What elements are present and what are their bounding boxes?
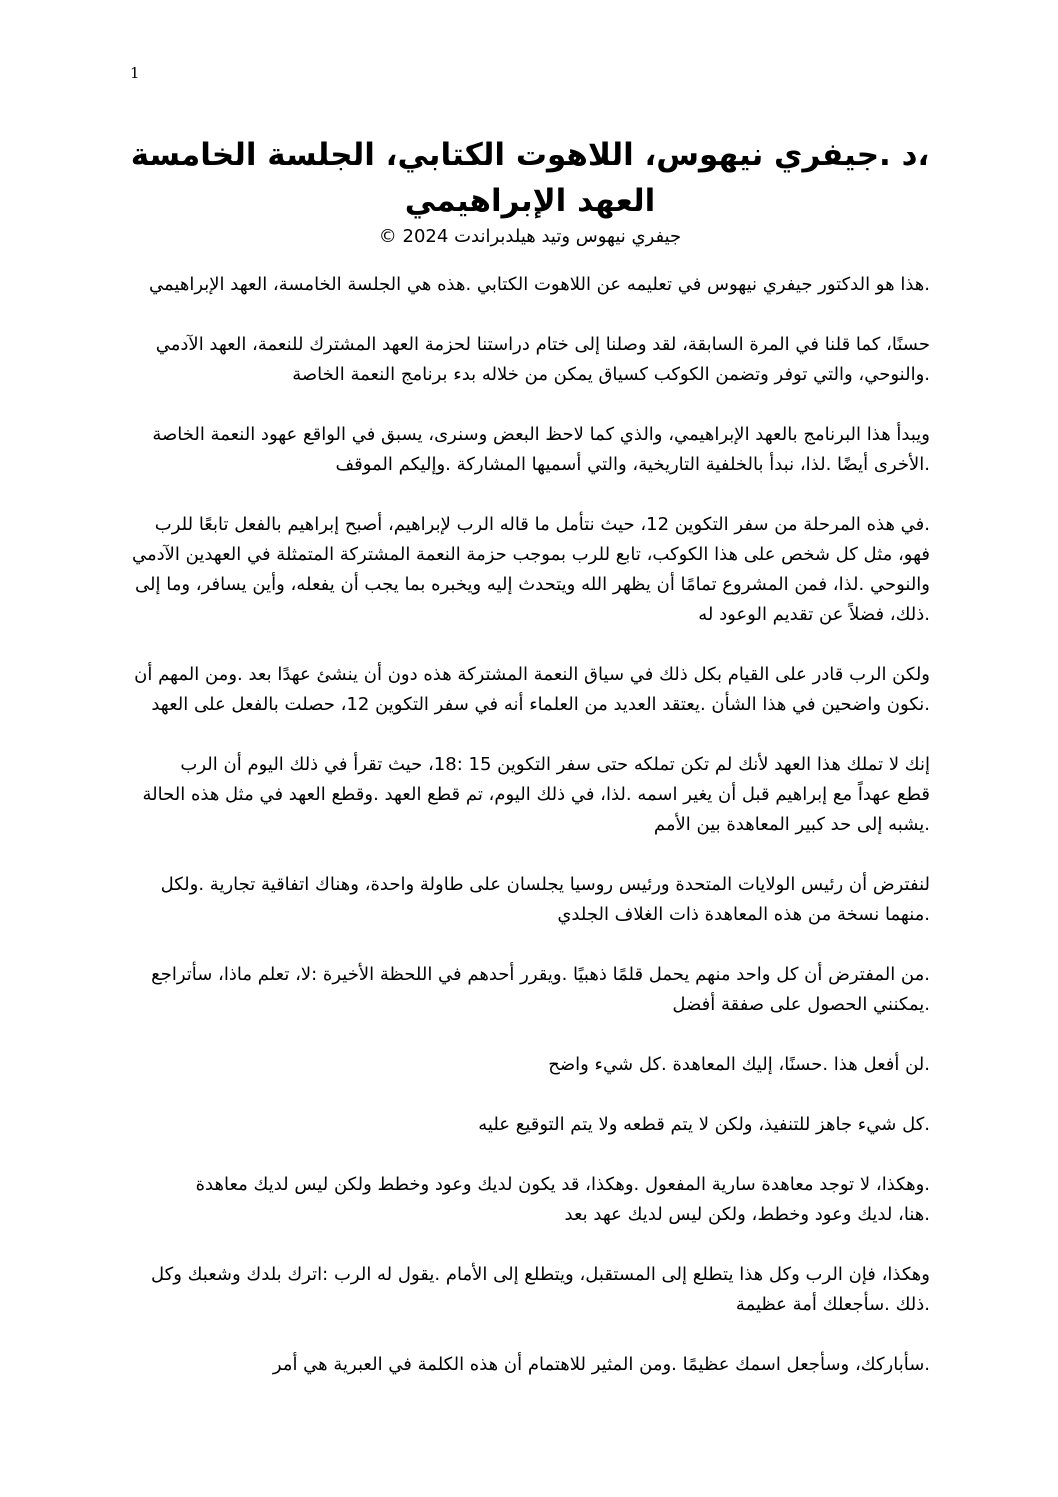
page-title: ،د .جيفري نيهوس، اللاهوت الكتابي، الجلسة الخامسة — [130, 137, 930, 173]
copyright-line: جيفري نيهوس وتيد هيلدبراندت 2024 © — [378, 226, 682, 247]
paragraph-line: .كل شيء جاهز للتنفيذ، ولكن لا يتم قطعه ولا يتم التوقيع عليه — [478, 1114, 930, 1135]
paragraph-line: .هذا هو الدكتور جيفري نيهوس في تعليمه عن اللاهوت الكتابي .هذه هي الجلسة الخامسة، العهد الإبراهيمي — [149, 274, 930, 295]
paragraph-line: .من المفترض أن كل واحد منهم يحمل قلمًا ذهبيًا .ويقرر أحدهم في اللحظة الأخيرة :لا، تعلم ماذا، سأتراجع — [151, 964, 930, 985]
paragraph-line: .يشبه إلى حد كبير المعاهدة بين الأمم — [653, 814, 930, 835]
paragraph-line: .يمكنني الحصول على صفقة أفضل — [672, 994, 930, 1015]
paragraph-line: .والنوحي، والتي توفر وتضمن الكوكب كسياق يمكن من خلاله بدء برنامج النعمة الخاصة — [292, 364, 930, 385]
paragraph — [130, 330, 930, 390]
paragraph-line: قطع عهداً مع إبراهيم قبل أن يغير اسمه .لذا، في ذلك اليوم، تم قطع العهد .وقطع العهد في مثل هذه الحالة — [142, 784, 930, 805]
paragraph-line: وهكذا، فإن الرب وكل هذا يتطلع إلى المستقبل، ويتطلع إلى الأمام .يقول له الرب :اترك بلدك وشعبك وكل — [151, 1264, 930, 1285]
paragraph — [130, 270, 930, 300]
paragraph-line: .ذلك .سأجعلك أمة عظيمة — [735, 1294, 930, 1315]
paragraph-line: .منهما نسخة من هذه المعاهدة ذات الغلاف الجلدي — [557, 904, 930, 925]
paragraph-line: لنفترض أن رئيس الولايات المتحدة ورئيس روسيا يجلسان على طاولة واحدة، وهناك اتفاقية تجارية .ولكل — [160, 874, 930, 895]
paragraph — [130, 1170, 930, 1230]
paragraph-line: والنوحي .لذا، فمن المشروع تمامًا أن يظهر الله ويتحدث إليه ويخبره بما يجب أن يفعله، وأين يسافر، وما إلى — [135, 574, 930, 595]
paragraph-line: .في هذه المرحلة من سفر التكوين 12، حيث نتأمل ما قاله الرب لإبراهيم، أصبح إبراهيم بالفعل تابعًا للرب — [154, 514, 930, 535]
paragraph — [130, 510, 930, 630]
paragraph-line: .ذلك، فضلاً عن تقديم الوعود له — [698, 604, 930, 625]
paragraph-line: فهو، مثل كل شخص على هذا الكوكب، تابع للرب بموجب حزمة النعمة المشتركة المتمثلة في العهدين الآدمي — [131, 544, 930, 565]
page-number: 1 — [130, 64, 140, 82]
paragraph — [130, 420, 930, 480]
paragraph-line: إنك لا تملك هذا العهد لأنك لم تكن تملكه حتى سفر التكوين 15 :18، حيث تقرأ في ذلك اليوم أن الرب — [180, 754, 930, 775]
paragraph — [130, 1050, 930, 1080]
paragraph-line: .لن أفعل هذا .حسنًا، إليك المعاهدة .كل شيء واضح — [548, 1054, 930, 1075]
paragraph-line: ولكن الرب قادر على القيام بكل ذلك في سياق النعمة المشتركة هذه دون أن ينشئ عهدًا بعد .ومن المهم أن — [134, 664, 930, 685]
body-text — [130, 270, 930, 1410]
paragraph-line: .نكون واضحين في هذا الشأن .يعتقد العديد من العلماء أنه في سفر التكوين 12، حصلت بالفعل على العهد — [151, 694, 930, 715]
paragraph — [130, 1110, 930, 1140]
paragraph — [130, 870, 930, 930]
paragraph-line: .سأباركك، وسأجعل اسمك عظيمًا .ومن المثير للاهتمام أن هذه الكلمة في العبرية هي أمر — [272, 1354, 930, 1375]
paragraph-line: .هنا، لديك وعود وخطط، ولكن ليس لديك عهد بعد — [564, 1204, 930, 1225]
title-block — [130, 132, 930, 250]
paragraph-line: ويبدأ هذا البرنامج بالعهد الإبراهيمي، والذي كما لاحظ البعض وسنرى، يسبق في الواقع عهود النعمة الخاصة — [152, 424, 930, 445]
paragraph — [130, 1260, 930, 1320]
paragraph — [130, 750, 930, 840]
paragraph — [130, 960, 930, 1020]
paragraph-line: .الأخرى أيضًا .لذا، نبدأ بالخلفية التاريخية، والتي أسميها المشاركة .وإليكم الموقف — [335, 454, 930, 475]
paragraph — [130, 660, 930, 720]
page-title-line-2: العهد الإبراهيمي — [404, 183, 656, 219]
paragraph-line: حسنًا، كما قلنا في المرة السابقة، لقد وصلنا إلى ختام دراستنا لحزمة العهد المشترك للنعمة، العهد الآدمي — [155, 334, 930, 355]
paragraph-line: .وهكذا، لا توجد معاهدة سارية المفعول .وهكذا، قد يكون لديك وعود وخطط ولكن ليس لديك معاهدة — [195, 1174, 930, 1195]
paragraph — [130, 1350, 930, 1380]
